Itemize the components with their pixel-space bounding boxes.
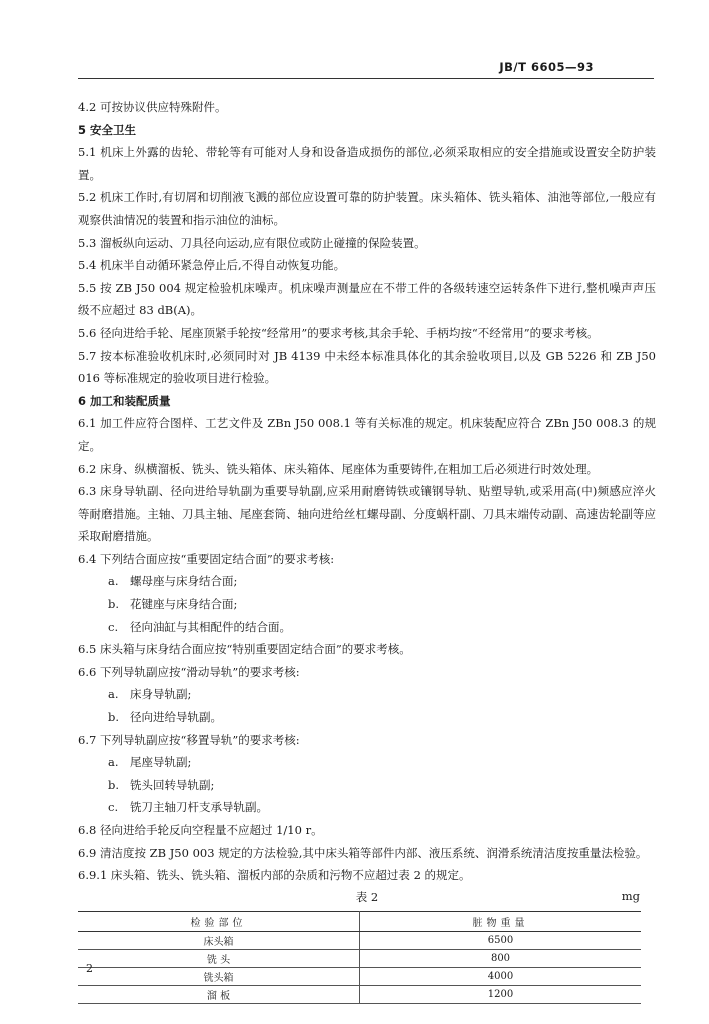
list-item: c. 径向油缸与其相配件的结合面。 [108,619,291,634]
standard-code: JB/T 6605—93 [499,60,594,74]
table-cell: 溜 板 [78,985,360,1003]
list-item: c. 铣刀主轴刀杆支承导轨副。 [108,800,268,815]
table-cell: 6500 [360,931,642,949]
column-header: 检验部位 [78,911,360,931]
page-number: 2 [86,962,93,975]
clause-5-2: 5.2 机床工作时,有切屑和切削液飞溅的部位应设置可靠的防护装置。床头箱体、铣头箱体、油池等部位,一般应有观察供油情况的装置和指示油位的油标。 [78,190,656,227]
clause-6-4: 6.4 下列结合面应按“重要固定结合面”的要求考核: [78,551,335,566]
table-row [78,931,641,949]
table-cell: 床头箱 [78,931,360,949]
clause-5-5: 5.5 按 ZB J50 004 规定检验机床噪声。机床噪声测量应在不带工件的各级转速空运转条件下进行,整机噪声声压级不应超过 83 dB(A)。 [78,280,656,318]
clause-6-9: 6.9 清洁度按 ZB J50 003 规定的方法检验,其中床头箱等部件内部、液压系统、润滑系统清洁度按重量法检验。 [78,845,648,860]
header-rule [78,78,654,79]
page-header [78,60,654,84]
list-item: b. 铣头回转导轨副; [108,777,215,792]
clause-6-5: 6.5 床头箱与床身结合面应按“特别重要固定结合面”的要求考核。 [78,642,411,657]
section-5-heading: 5 安全卫生 [78,122,137,137]
clause-5-7: 5.7 按本标准验收机床时,必须同时对 JB 4139 中未经本标准具体化的其余验收项目,以及 GB 5226 和 ZB J50 016 等标准规定的验收项目进行检验。 [78,348,656,386]
table-row [78,949,641,967]
table-cell: 800 [360,949,642,967]
clause-5-3: 5.3 溜板纵向运动、刀具径向运动,应有限位或防止碰撞的保险装置。 [78,235,426,250]
clause-5-6: 5.6 径向进给手轮、尾座顶紧手轮按“经常用”的要求考核,其余手轮、手柄均按“不经常用”的要求考核。 [78,325,599,340]
clause-4-2: 4.2 可按协议供应特殊附件。 [78,100,227,114]
list-item: a. 尾座导轨副; [108,755,192,770]
column-header: 脏物重量 [360,911,642,931]
table-unit: mg [621,888,640,903]
table-cell: 铣头箱 [78,967,360,985]
clause-6-1: 6.1 加工件应符合图样、工艺文件及 ZBn J50 008.1 等有关标准的规定。机床装配应符合 ZBn J50 008.3 的规定。 [78,416,656,453]
clause-5-4: 5.4 机床半自动循环紧急停止后,不得自动恢复功能。 [78,258,346,273]
table-cell: 4000 [360,967,642,985]
table-row [78,985,641,1003]
clause-6-3: 6.3 床身导轨副、径向进给导轨副为重要导轨副,应采用耐磨铸铁或镶钢导轨、贴塑导轨,或采用高(中)频感应淬火等耐磨措施。主轴、刀具主轴、尾座套筒、轴向进给丝杠螺母副、分度蜗杆副、刀具末端传动副、高速齿轮副等应采取耐磨措施。 [78,484,656,544]
table-caption [78,887,656,909]
table-cell: 铣 头 [78,949,360,967]
list-item: b. 径向进给导轨副。 [108,710,222,725]
clause-6-6: 6.6 下列导轨副应按“滑动导轨”的要求考核: [78,664,300,679]
clause-6-7: 6.7 下列导轨副应按“移置导轨”的要求考核: [78,732,300,747]
table-title: 表 2 [355,889,379,904]
table-cell: 1200 [360,985,642,1003]
list-item: a. 床身导轨副; [108,687,192,702]
table-row [78,967,641,985]
table-header-row [78,911,641,931]
section-6-heading: 6 加工和装配质量 [78,393,171,408]
document-body [78,96,656,1004]
clause-5-1: 5.1 机床上外露的齿轮、带轮等有可能对人身和设备造成损伤的部位,必须采取相应的安全措施或设置安全防护装置。 [78,145,656,182]
clause-6-2: 6.2 床身、纵横溜板、铣头、铣头箱体、床头箱体、尾座体为重要铸件,在粗加工后必须进行时效处理。 [78,461,599,476]
clause-6-8: 6.8 径向进给手轮反向空程量不应超过 1/10 r。 [78,823,323,837]
list-item: a. 螺母座与床身结合面; [108,574,238,589]
list-item: b. 花键座与床身结合面; [108,597,238,612]
clause-6-9-1: 6.9.1 床头箱、铣头、铣头箱、溜板内部的杂质和污物不应超过表 2 的规定。 [78,868,471,883]
impurity-table [78,911,641,1004]
